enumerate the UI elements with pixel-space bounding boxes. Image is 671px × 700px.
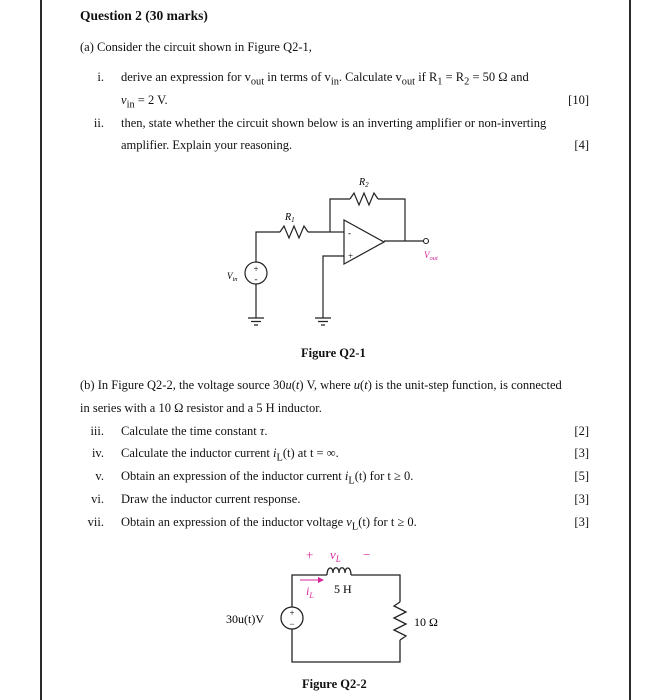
- source-plus-sign: +: [289, 608, 295, 618]
- item-ii-number: ii.: [93, 116, 104, 130]
- wire-bottom: [292, 629, 400, 662]
- resistor-value-label: 10 Ω: [414, 615, 438, 629]
- item-ii-text: then, state whether the circuit shown below is an inverting amplifier or non-inverting: [121, 116, 547, 130]
- item-i-number: i.: [97, 70, 104, 84]
- vin-source-minus: -: [254, 274, 258, 284]
- item-v-text: Obtain an expression of the inductor current $i_L(t)$ for t ≥ 0.: [121, 469, 414, 487]
- inductor-coil: [327, 568, 351, 575]
- il-label: $i_L$: [306, 584, 314, 600]
- item-iii-number: iii.: [90, 424, 104, 438]
- vl-label: $v_L$: [330, 547, 341, 564]
- source-minus-sign: −: [289, 619, 295, 629]
- vl-minus-sign: −: [363, 547, 371, 562]
- item-ii-marks: [4]: [574, 138, 589, 152]
- item-iv-marks: [3]: [574, 446, 589, 460]
- vl-plus-sign: +: [306, 547, 314, 562]
- vin-label: $V_{in}$: [227, 271, 238, 283]
- part-b-intro-line2: in series with a 10 Ω resistor and a 5 H inductor.: [80, 401, 322, 415]
- figure-q2-1-circuit: [0, 0, 671, 345]
- question-title: Question 2 (30 marks): [80, 8, 208, 23]
- output-terminal: [424, 239, 429, 244]
- item-v-number: v.: [95, 469, 104, 483]
- item-v-marks: [5]: [574, 469, 589, 483]
- item-vi-marks: [3]: [574, 492, 589, 506]
- vout-label: $V_{out}$: [424, 250, 438, 262]
- part-b-intro-line1: (b) In Figure Q2-2, the voltage source 30u(t) V, where u(t) is the unit-step function, is connected: [80, 378, 562, 392]
- inductor-value: 5 H: [334, 582, 352, 596]
- wire-top-right: [351, 575, 400, 602]
- item-vi-text: Draw the inductor current response.: [121, 492, 301, 506]
- ground-symbol-left: [248, 318, 264, 325]
- r1-label: $R_1$: [285, 212, 295, 224]
- item-i-text: derive an expression for $v_{out}$ in terms of $v_{in}$. Calculate $v_{out}$ if $R_1 = R_2 = 50$ Ω and: [121, 70, 529, 88]
- resistor-10-ohm: [394, 602, 406, 640]
- resistor-r1: [280, 226, 308, 238]
- item-vi-number: vi.: [91, 492, 104, 506]
- figure-q2-1-caption: Figure Q2-1: [301, 346, 366, 360]
- vin-source-plus: +: [253, 264, 259, 274]
- item-vii-marks: [3]: [574, 515, 589, 529]
- item-iii-marks: [2]: [574, 424, 589, 438]
- opamp-plus-sign: +: [348, 251, 354, 261]
- item-i-marks: [10]: [568, 93, 589, 107]
- item-ii-text-line2: amplifier. Explain your reasoning.: [121, 138, 293, 152]
- wire-r2-to-output: [378, 199, 405, 241]
- item-vii-text: Obtain an expression of the inductor voltage $v_L(t)$ for t ≥ 0.: [121, 515, 417, 533]
- wire-vin-to-r1: [256, 232, 280, 262]
- item-vii-number: vii.: [87, 515, 104, 529]
- source-value-label: 30u(t)V: [226, 612, 264, 626]
- figure-q2-2-circuit: [0, 540, 671, 700]
- item-iv-text: Calculate the inductor current $i_L(t)$ at t = ∞.: [121, 446, 339, 464]
- wire-noninverting-to-ground: [323, 256, 344, 318]
- ground-symbol-right: [315, 318, 331, 325]
- figure-q2-2-caption: Figure Q2-2: [302, 677, 367, 691]
- item-i-text-line2: $v_{in} = 2$ V.: [121, 93, 168, 111]
- current-arrow-head: [318, 577, 324, 583]
- opamp-minus-sign: -: [348, 228, 351, 238]
- item-iii-text: Calculate the time constant τ.: [121, 424, 268, 438]
- wire-node-to-r2: [330, 199, 350, 232]
- resistor-r2: [350, 193, 378, 205]
- r2-label: $R_2$: [359, 177, 369, 189]
- part-a-intro: (a) Consider the circuit shown in Figure Q2-1,: [80, 40, 312, 54]
- item-iv-number: iv.: [91, 446, 104, 460]
